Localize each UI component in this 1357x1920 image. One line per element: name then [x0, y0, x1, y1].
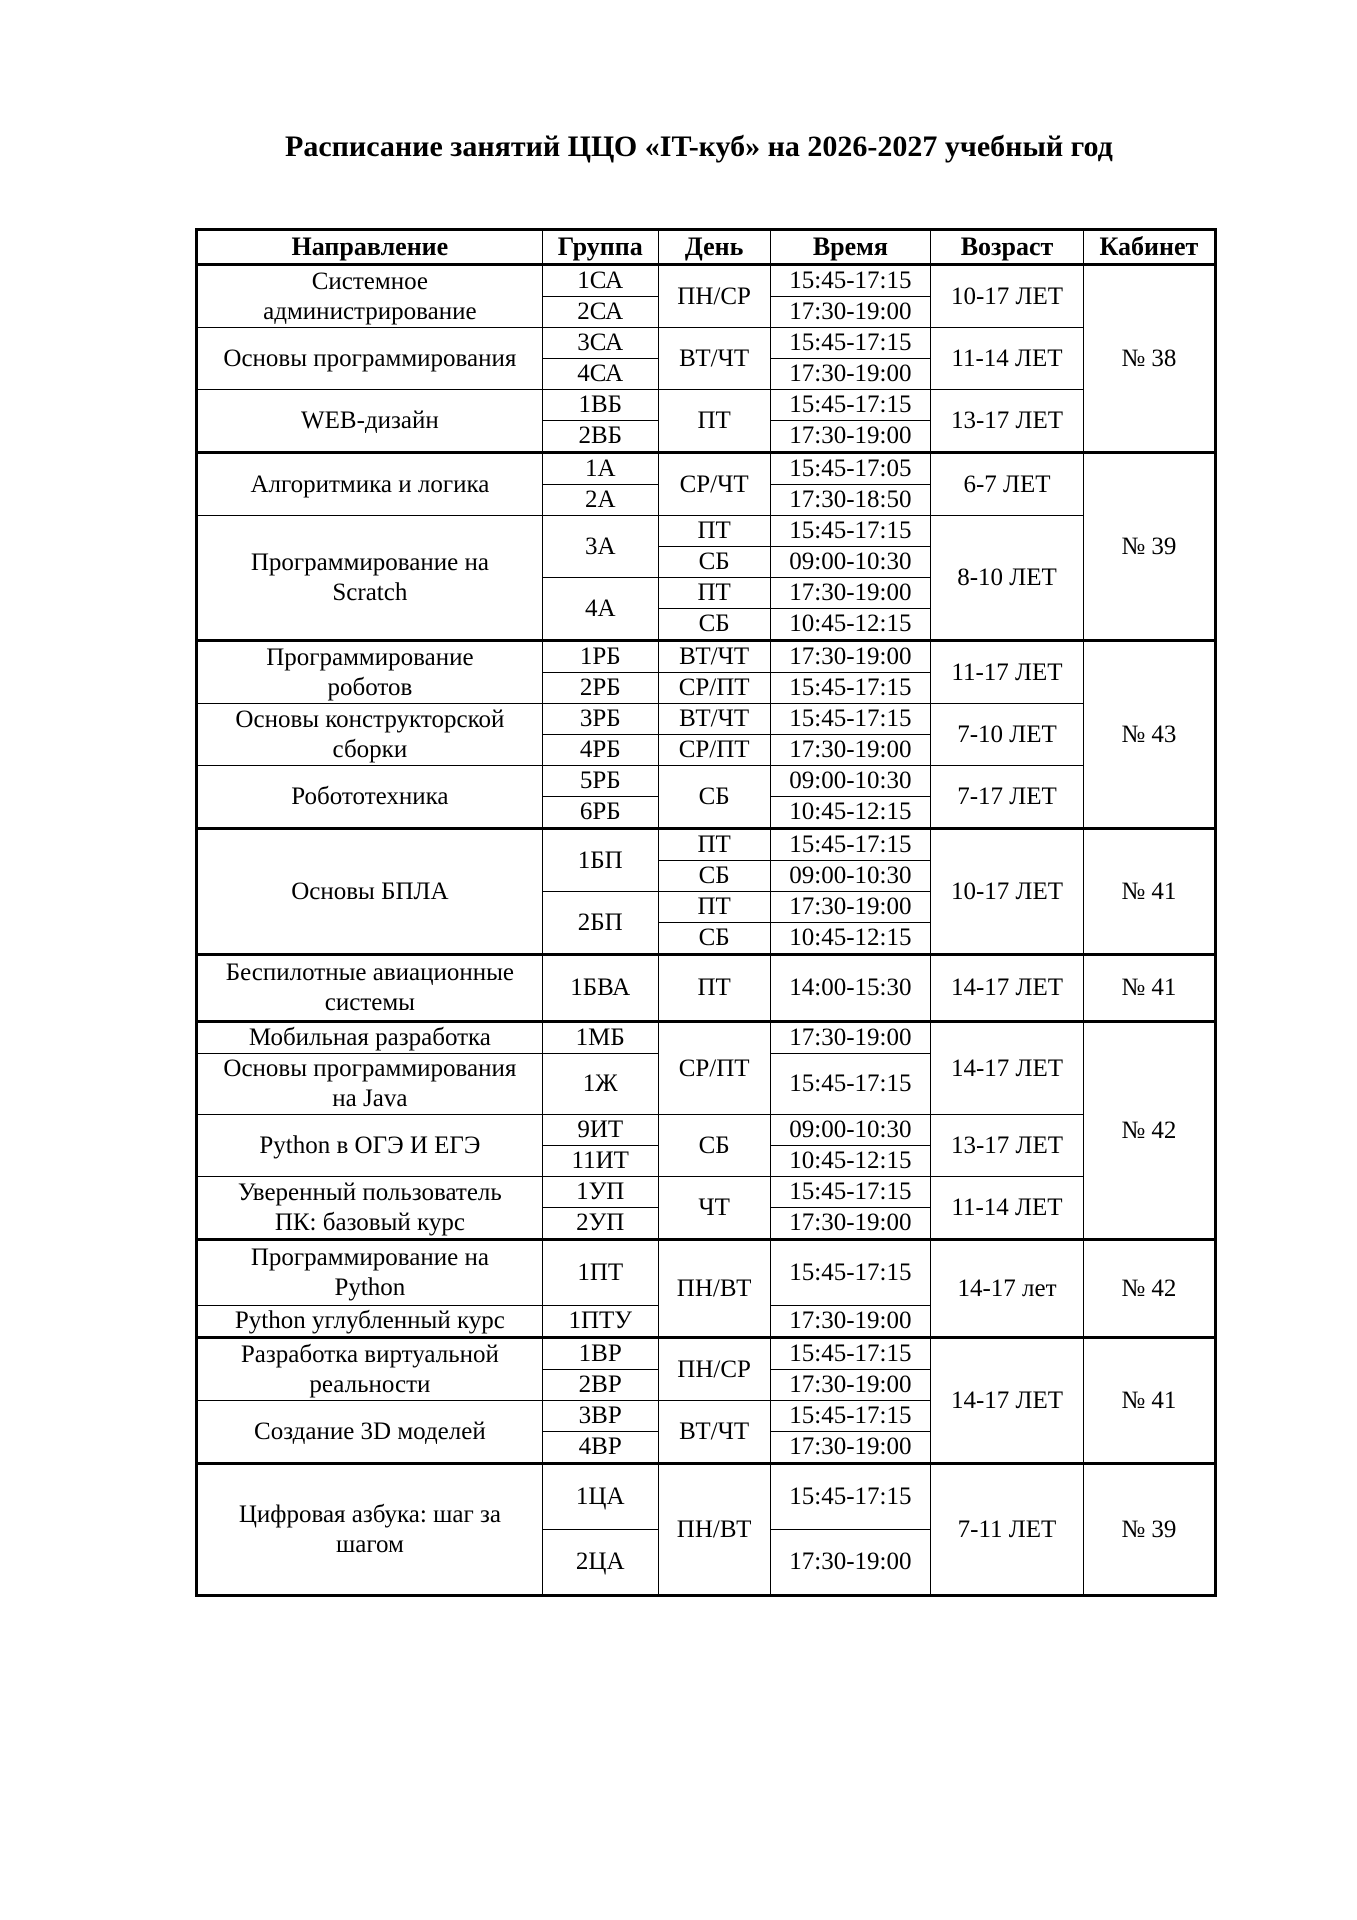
direction-line: Системное — [311, 267, 429, 295]
table-row — [197, 641, 1216, 673]
time-cell: 15:45-17:15 — [770, 673, 931, 704]
direction-cell: Создание 3D моделей — [197, 1401, 543, 1464]
time-cell: 09:00-10:30 — [770, 547, 931, 578]
group-cell: 1ПТУ — [542, 1306, 658, 1338]
group-cell: 6РБ — [542, 797, 658, 829]
direction-line: роботов — [327, 673, 413, 701]
time-cell: 17:30-19:00 — [770, 421, 931, 453]
group-cell: 2РБ — [542, 673, 658, 704]
table-row — [197, 265, 1216, 297]
time-cell: 09:00-10:30 — [770, 766, 931, 797]
age-cell: 8-10 ЛЕТ — [931, 516, 1084, 641]
day-cell: ПТ — [658, 516, 770, 547]
table-row — [197, 766, 1216, 797]
direction-cell — [197, 955, 543, 1022]
day-cell: ПТ — [658, 955, 770, 1022]
header-time: Время — [770, 230, 931, 265]
group-cell: 1МБ — [542, 1022, 658, 1054]
direction-line: сборки — [332, 735, 408, 763]
header-direction: Направление — [197, 230, 543, 265]
direction-cell — [197, 1054, 543, 1115]
time-cell: 15:45-17:15 — [770, 516, 931, 547]
group-cell: 3СА — [542, 328, 658, 359]
age-cell: 11-14 ЛЕТ — [931, 328, 1084, 390]
group-cell: 2ВБ — [542, 421, 658, 453]
day-cell: ПТ — [658, 578, 770, 609]
time-cell: 17:30-19:00 — [770, 1370, 931, 1401]
group-cell: 1БП — [542, 829, 658, 892]
age-cell: 14-17 ЛЕТ — [931, 955, 1084, 1022]
age-cell: 11-14 ЛЕТ — [931, 1177, 1084, 1240]
day-cell: СР/ПТ — [658, 735, 770, 766]
day-cell: ВТ/ЧТ — [658, 1401, 770, 1464]
time-cell: 10:45-12:15 — [770, 923, 931, 955]
group-cell: 1Ж — [542, 1054, 658, 1115]
age-cell: 14-17 ЛЕТ — [931, 1022, 1084, 1115]
time-cell: 15:45-17:15 — [770, 328, 931, 359]
room-cell: № 38 — [1083, 265, 1215, 453]
table-row — [197, 328, 1216, 359]
group-cell: 1УП — [542, 1177, 658, 1208]
direction-cell: Python в ОГЭ И ЕГЭ — [197, 1115, 543, 1177]
time-cell: 15:45-17:15 — [770, 265, 931, 297]
header-day: День — [658, 230, 770, 265]
group-cell: 4А — [542, 578, 658, 641]
age-cell: 7-11 ЛЕТ — [931, 1464, 1084, 1596]
day-cell: ВТ/ЧТ — [658, 704, 770, 735]
direction-line: Основы программирования — [223, 1055, 517, 1082]
age-cell: 14-17 лет — [931, 1240, 1084, 1338]
day-cell: ВТ/ЧТ — [658, 328, 770, 390]
day-cell: СБ — [658, 1115, 770, 1177]
group-cell: 3ВР — [542, 1401, 658, 1432]
group-cell: 2СА — [542, 297, 658, 328]
direction-cell — [197, 1177, 543, 1240]
schedule-table — [195, 228, 1217, 1597]
time-cell: 17:30-19:00 — [770, 1022, 931, 1054]
direction-line: Программирование на — [250, 548, 489, 576]
direction-cell: Основы программирования — [197, 328, 543, 390]
day-cell: ПН/ВТ — [658, 1240, 770, 1338]
direction-cell: Алгоритмика и логика — [197, 453, 543, 516]
header-group: Группа — [542, 230, 658, 265]
room-cell: № 39 — [1083, 1464, 1215, 1596]
time-cell: 09:00-10:30 — [770, 1115, 931, 1146]
day-cell: СБ — [658, 609, 770, 641]
direction-line: ПК: базовый курс — [274, 1208, 465, 1236]
direction-cell: Основы БПЛА — [197, 829, 543, 955]
time-cell: 17:30-19:00 — [770, 641, 931, 673]
room-cell: № 43 — [1083, 641, 1215, 829]
direction-cell — [197, 1338, 543, 1401]
room-cell: № 41 — [1083, 955, 1215, 1022]
day-cell: СР/ПТ — [658, 673, 770, 704]
day-cell: СБ — [658, 547, 770, 578]
direction-line: Python — [334, 1274, 406, 1301]
group-cell: 4РБ — [542, 735, 658, 766]
group-cell: 2ЦА — [542, 1530, 658, 1596]
age-cell: 7-17 ЛЕТ — [931, 766, 1084, 829]
time-cell: 17:30-19:00 — [770, 1208, 931, 1240]
time-cell: 15:45-17:15 — [770, 1338, 931, 1370]
header-age: Возраст — [931, 230, 1084, 265]
group-cell: 1А — [542, 453, 658, 485]
table-header-row — [197, 230, 1216, 265]
day-cell: СБ — [658, 861, 770, 892]
day-cell: СБ — [658, 923, 770, 955]
day-cell: ЧТ — [658, 1177, 770, 1240]
direction-line: Основы конструкторской — [235, 705, 505, 733]
time-cell: 17:30-19:00 — [770, 578, 931, 609]
time-cell: 15:45-17:15 — [770, 1177, 931, 1208]
day-cell: ПН/ВТ — [658, 1464, 770, 1596]
direction-line: Программирование — [266, 643, 474, 671]
group-cell: 2А — [542, 485, 658, 516]
direction-cell — [197, 641, 543, 704]
time-cell: 17:30-18:50 — [770, 485, 931, 516]
day-cell: ПТ — [658, 892, 770, 923]
table-row — [197, 955, 1216, 1022]
age-cell: 13-17 ЛЕТ — [931, 1115, 1084, 1177]
day-cell: ПТ — [658, 829, 770, 861]
time-cell: 17:30-19:00 — [770, 1530, 931, 1596]
table-row — [197, 1464, 1216, 1530]
direction-cell — [197, 265, 543, 328]
time-cell: 10:45-12:15 — [770, 609, 931, 641]
group-cell: 3РБ — [542, 704, 658, 735]
day-cell: СР/ПТ — [658, 1022, 770, 1115]
group-cell: 1СА — [542, 265, 658, 297]
group-cell: 1РБ — [542, 641, 658, 673]
direction-cell — [197, 704, 543, 766]
group-cell: 4СА — [542, 359, 658, 390]
time-cell: 17:30-19:00 — [770, 1306, 931, 1338]
direction-cell — [197, 516, 543, 641]
table-row — [197, 1177, 1216, 1208]
room-cell: № 42 — [1083, 1022, 1215, 1240]
group-cell: 1ВБ — [542, 390, 658, 421]
group-cell: 1БВА — [542, 955, 658, 1022]
room-cell: № 39 — [1083, 453, 1215, 641]
table-row — [197, 1022, 1216, 1054]
day-cell: СР/ЧТ — [658, 453, 770, 516]
direction-line: Уверенный пользователь — [237, 1178, 502, 1206]
time-cell: 09:00-10:30 — [770, 861, 931, 892]
direction-line: Разработка виртуальной — [240, 1340, 499, 1368]
table-row — [197, 1240, 1216, 1306]
room-cell: № 41 — [1083, 829, 1215, 955]
direction-line: шагом — [335, 1530, 404, 1558]
group-cell: 1ВР — [542, 1338, 658, 1370]
age-cell: 13-17 ЛЕТ — [931, 390, 1084, 453]
table-row — [197, 453, 1216, 485]
group-cell: 5РБ — [542, 766, 658, 797]
direction-line: Цифровая азбука: шаг за — [238, 1500, 501, 1528]
time-cell: 17:30-19:00 — [770, 1432, 931, 1464]
time-cell: 15:45-17:05 — [770, 453, 931, 485]
age-cell: 7-10 ЛЕТ — [931, 704, 1084, 766]
direction-cell: Мобильная разработка — [197, 1022, 543, 1054]
direction-line: администрирование — [263, 297, 477, 325]
header-room: Кабинет — [1083, 230, 1215, 265]
table-row — [197, 829, 1216, 861]
direction-line: Scratch — [332, 578, 408, 606]
direction-cell — [197, 1464, 543, 1596]
day-cell: ПТ — [658, 390, 770, 453]
day-cell: ПН/СР — [658, 265, 770, 328]
group-cell: 9ИТ — [542, 1115, 658, 1146]
table-row — [197, 1115, 1216, 1146]
age-cell: 10-17 ЛЕТ — [931, 265, 1084, 328]
group-cell: 2ВР — [542, 1370, 658, 1401]
time-cell: 10:45-12:15 — [770, 1146, 931, 1177]
direction-line: системы — [324, 989, 415, 1016]
table-row — [197, 1338, 1216, 1370]
direction-cell: WEB-дизайн — [197, 390, 543, 453]
group-cell: 1ПТ — [542, 1240, 658, 1306]
direction-cell — [197, 1240, 543, 1306]
direction-line: Программирование на — [250, 1244, 489, 1271]
time-cell: 10:45-12:15 — [770, 797, 931, 829]
table-row — [197, 704, 1216, 735]
direction-line: реальности — [309, 1370, 431, 1398]
age-cell: 6-7 ЛЕТ — [931, 453, 1084, 516]
group-cell: 11ИТ — [542, 1146, 658, 1177]
page-title: Расписание занятий ЦЦО «IT-куб» на 2026-2027 учебный год — [285, 130, 1113, 163]
direction-cell: Робототехника — [197, 766, 543, 829]
age-cell: 11-17 ЛЕТ — [931, 641, 1084, 704]
time-cell: 17:30-19:00 — [770, 735, 931, 766]
day-cell: СБ — [658, 766, 770, 829]
time-cell: 17:30-19:00 — [770, 297, 931, 328]
age-cell: 14-17 ЛЕТ — [931, 1338, 1084, 1464]
group-cell: 4ВР — [542, 1432, 658, 1464]
time-cell: 15:45-17:15 — [770, 829, 931, 861]
time-cell: 17:30-19:00 — [770, 892, 931, 923]
table-row — [197, 516, 1216, 547]
time-cell: 15:45-17:15 — [770, 1401, 931, 1432]
time-cell: 15:45-17:15 — [770, 704, 931, 735]
time-cell: 14:00-15:30 — [770, 955, 931, 1022]
day-cell: ВТ/ЧТ — [658, 641, 770, 673]
direction-line: на Java — [332, 1085, 408, 1112]
group-cell: 1ЦА — [542, 1464, 658, 1530]
age-cell: 10-17 ЛЕТ — [931, 829, 1084, 955]
group-cell: 3А — [542, 516, 658, 578]
time-cell: 15:45-17:15 — [770, 1054, 931, 1115]
time-cell: 15:45-17:15 — [770, 1240, 931, 1306]
room-cell: № 42 — [1083, 1240, 1215, 1338]
time-cell: 17:30-19:00 — [770, 359, 931, 390]
room-cell: № 41 — [1083, 1338, 1215, 1464]
time-cell: 15:45-17:15 — [770, 390, 931, 421]
group-cell: 2БП — [542, 892, 658, 955]
table-row — [197, 390, 1216, 421]
group-cell: 2УП — [542, 1208, 658, 1240]
day-cell: ПН/СР — [658, 1338, 770, 1401]
direction-line: Беспилотные авиационные — [225, 959, 515, 986]
direction-cell: Python углубленный курс — [197, 1306, 543, 1338]
time-cell: 15:45-17:15 — [770, 1464, 931, 1530]
